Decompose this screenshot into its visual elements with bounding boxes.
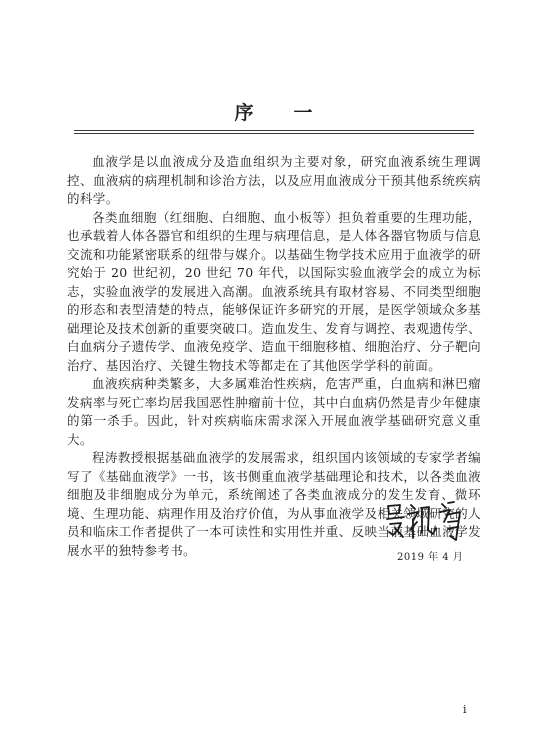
handwritten-signature <box>384 500 464 544</box>
page-number: i <box>463 703 467 716</box>
title-char-1: 序 <box>234 102 254 124</box>
paragraph-1: 血液学是以血液成分及造血组织为主要对象，研究血液系统生理调控、血液病的病理机制和诊治方法，以及应用血液成分干预其他系统疾病的科学。 <box>67 154 481 206</box>
title-rule-top <box>74 130 474 131</box>
preface-body <box>67 153 481 560</box>
title-char-2: 一 <box>293 102 313 124</box>
preface-title <box>0 98 547 125</box>
paragraph-3: 血液疾病种类繁多，大多属难治性疾病，危害严重，白血病和淋巴瘤发病率与死亡率均居我国恶性肿瘤前十位，其中白血病仍然是青少年健康的第一杀手。因此，针对疾病临床需求深入开展血液学基础研究意义重大。 <box>67 376 481 447</box>
paragraph-4: 程涛教授根据基础血液学的发展需求，组织国内该领域的专家学者编写了《基础血液学》一书，该书侧重血液学基础理论和技术，以各类血液细胞及非细胞成分为单元，系统阐述了各类血液成分的发生发育、微环境、生理功能、病理作用及治疗价值，为从事血液学及相关领域研究的人员和临床工作者提供了一本可读性和实用性并重、反映当前基础血液学发展水平的独特参考书。 <box>67 450 481 558</box>
signature-date: 2019 年 4 月 <box>397 552 464 563</box>
title-rule-bottom <box>74 133 474 134</box>
paragraph-2: 各类血细胞（红细胞、白细胞、血小板等）担负着重要的生理功能，也承载着人体各器官和组织的生理与病理信息，是人体各器官物质与信息交流和功能紧密联系的纽带与媒介。以基础生物学技术应用于血液学的研究始于 20 世纪初，20 世纪 70 年代，以国际实验血液学会的成立为标志，实验血液学的发展进入高潮。血液系统具有取材容易、不同类型细胞的形态和表型清楚的特点，能够保证许多研究的开展，是医学领域众多基础理论及技术创新的重要突破口。造血发生、发育与调控、表观遗传学、白血病分子遗传学、血液免疫学、造血干细胞移植、细胞治疗、分子靶向治疗、基因治疗、关键生物技术等都走在了其他医学学科的前面。 <box>67 209 481 373</box>
